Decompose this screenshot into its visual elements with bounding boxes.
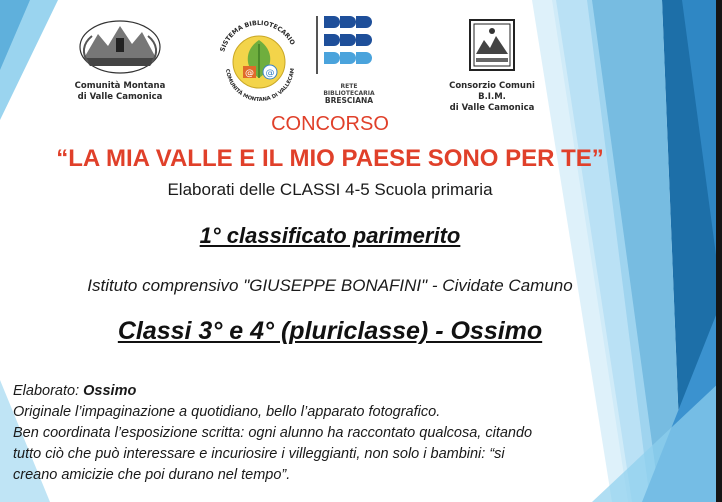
- description-block: [13, 381, 633, 486]
- svg-text:@: @: [265, 68, 275, 79]
- contest-headline: “LA MIA VALLE E IL MIO PAESE SONO PER TE”: [56, 145, 604, 172]
- contest-label: CONCORSO: [271, 113, 389, 135]
- coat-of-arms-icon: [78, 18, 162, 76]
- elaborato-line: [13, 381, 633, 402]
- emblem-icon: [460, 18, 524, 76]
- description-line: Ben coordinata l’esposizione scritta: ogni alunno ha raccontato qualcosa, citando: [13, 425, 533, 441]
- description-line: Originale l’impaginazione a quotidiano, bello l’apparato fotografico.: [13, 404, 441, 420]
- logo-sistema-bibliotecario: [214, 14, 304, 104]
- logo-comunita-montana: [74, 18, 166, 103]
- logo-caption-line1: Comunità Montana: [74, 81, 166, 91]
- logo-caption-line1: RETE BIBLIOTECARIA: [323, 83, 375, 97]
- description-line: tutto ciò che può interessare e incuriosire i villeggianti, non solo i bambini: “si: [13, 446, 505, 462]
- logo-caption-line2: BRESCIANA: [324, 96, 374, 105]
- logo-arc-top-text: SISTEMA BIBLIOTECARIO: [219, 19, 296, 53]
- logo-rete-bibliotecaria: [314, 14, 384, 105]
- logo-caption-line1: Consorzio Comuni B.I.M.: [449, 81, 535, 102]
- at-sign-icon: @: [245, 68, 254, 79]
- logo-arc-bottom-text: COMUNITÀ MONTANA DI VALLECAM: [224, 67, 297, 104]
- right-edge-bar: [716, 0, 722, 502]
- elaborato-value: Ossimo: [83, 383, 137, 399]
- logo-consorzio-bim: [434, 18, 550, 114]
- book-stripes-icon: [316, 14, 382, 76]
- classes-title: Classi 3° e 4° (pluriclasse) - Ossimo: [117, 317, 543, 345]
- contest-subtitle: Elaborati delle CLASSI 4-5 Scuola primaria: [167, 180, 493, 199]
- description-line: creano amicizie che poi durano nel tempo”.: [13, 467, 291, 483]
- elaborato-label: Elaborato:: [13, 383, 84, 399]
- logo-caption-line2: di Valle Camonica: [449, 103, 535, 113]
- logo-caption-line2: di Valle Camonica: [77, 92, 163, 102]
- school-name: Istituto comprensivo "GIUSEPPE BONAFINI" - Cividate Camuno: [87, 276, 573, 295]
- ranking-title: 1° classificato parimerito: [199, 223, 461, 248]
